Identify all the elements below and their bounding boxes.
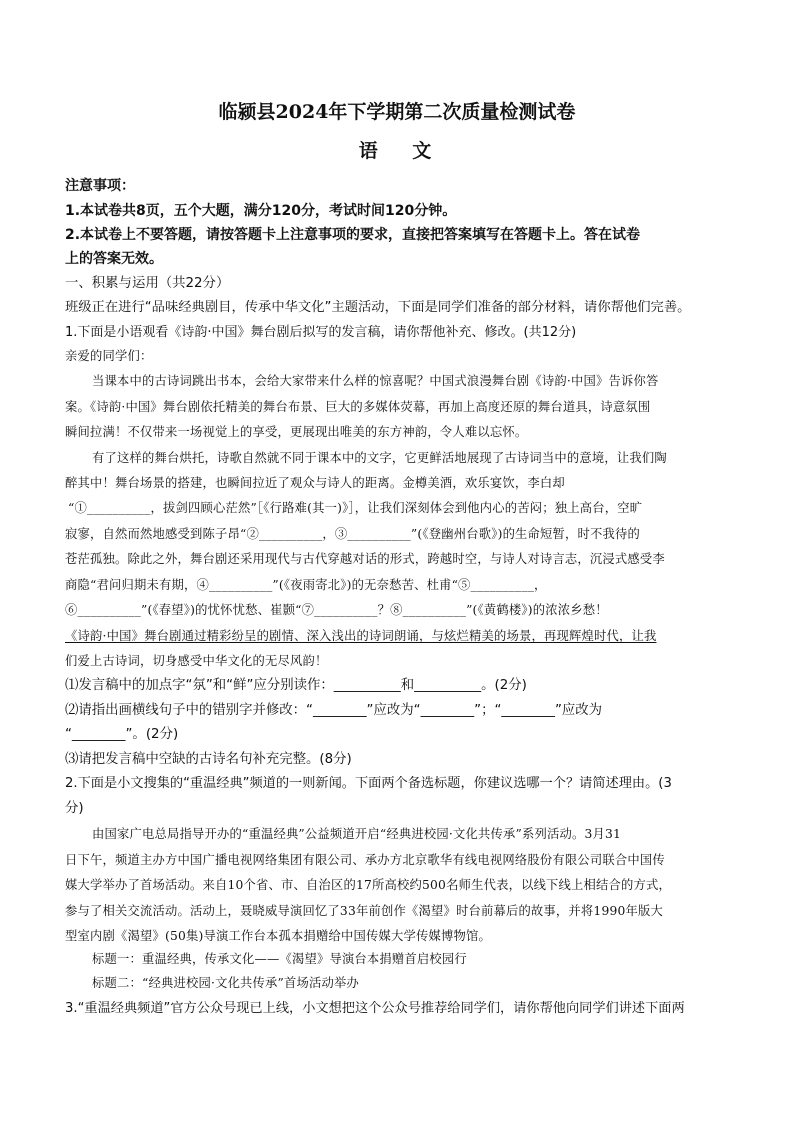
- speech-line: 当课本中的古诗词跳出书本，会给大家带来什么样的惊喜呢？中国式浪漫舞台剧《诗韵·中国》告诉你答: [92, 374, 659, 388]
- subquestion-3: ⑶请把发言稿中空缺的古诗名句补充完整。(8分): [65, 752, 352, 767]
- notice-item-1: 1.本试卷共8页，五个大题，满分120分，考试时间120分钟。: [65, 203, 457, 219]
- question-3-stem: 3.“重温经典频道”官方公众号现已上线，小文想把这个公众号推荐给同学们，请你帮他向同学们讲述下面两: [65, 1001, 685, 1016]
- speech-line-underlined: 《诗韵·中国》舞台剧通过精彩纷呈的剧情、深入浅出的诗词朗诵，与炫烂精美的场景，再现辉煌时代，让我: [65, 629, 657, 643]
- speech-line: 寂寥，自然而然地感受到陈子昂“②__________，③__________”(《登幽州台歌》)的生命短暂，时不我待的: [65, 527, 641, 541]
- subject-title: 语 文: [358, 140, 446, 162]
- speech-line: 有了这样的舞台烘托，诗歌自然就不同于课本中的文字，它更鲜活地展现了古诗词当中的意境，让我们陶: [92, 451, 667, 465]
- speech-line: 瞬间拉满！不仅带来一场视觉上的享受，更展现出唯美的东方神韵，令人难以忘怀。: [65, 425, 528, 439]
- speech-line: ⑥__________”(《春望》)的忧怀忧愁、崔颢“⑦__________？⑧__________”(《黄鹤楼》)的浓浓乡愁！: [65, 603, 608, 617]
- section-1-heading: 一、积累与运用（共22分）: [65, 276, 230, 291]
- speech-line: 案。《诗韵·中国》舞台剧依托精美的舞台布景、巨大的多媒体荧幕，再加上高度还原的舞台道具，诗意氛围: [65, 400, 651, 414]
- notice-item-2: 2.本试卷上不要答题，请按答题卡上注意事项的要求，直接把答案填写在答题卡上。答在试卷: [65, 227, 641, 243]
- question-2-stem-cont: 分): [65, 801, 84, 816]
- subquestion-2: ⑵请指出画横线句子中的错别字并修改：“________”应改为“________”；“________”应改为: [65, 703, 603, 718]
- subquestion-1: ⑴发言稿中的加点字“氛”和“鲜”应分别读作：__________和__________。(2分): [65, 678, 527, 693]
- news-line: 型室内剧《渴望》(50集)导演工作台本孤本捐赠给中国传媒大学传媒博物馆。: [65, 929, 491, 943]
- title-option-1: 标题一：重温经典，传承文化——《渴望》导演台本捐赠首启校园行: [92, 952, 467, 966]
- question-2-stem: 2.下面是小文搜集的“重温经典”频道的一则新闻。下面两个备选标题，你建议选哪一个？请简述理由。(3: [65, 776, 672, 791]
- speech-greeting: 亲爱的同学们：: [65, 349, 153, 363]
- speech-line: 醉其中！舞台场景的搭建，也瞬间拉近了观众与诗人的距离。金樽美酒，欢乐宴饮，李白却: [65, 476, 565, 490]
- speech-line: 苍茫孤独。除此之外，舞台剧还采用现代与古代穿越对话的形式，跨越时空，与诗人对诗言志，沉浸式感受李: [65, 552, 665, 566]
- exam-title: 临颍县2024年下学期第二次质量检测试卷: [218, 101, 576, 123]
- section-1-intro: 班级正在进行“品味经典剧目，传承中华文化”主题活动，下面是同学们准备的部分材料，请你帮他们完善。: [65, 300, 691, 315]
- question-1-stem: 1.下面是小语观看《诗韵·中国》舞台剧后拟写的发言稿，请你帮他补充、修改。(共12分): [65, 325, 577, 340]
- speech-line: 商隐“君问归期未有期，④__________”(《夜雨寄北》)的无奈愁苦、杜甫“⑤__________，: [65, 578, 547, 592]
- speech-line: “①__________，拔剑四顾心茫然”［《行路难(其一)》］，让我们深刻体会到他内心的苦闷；独上高台，空旷: [68, 501, 643, 515]
- notice-heading: 注意事项：: [65, 178, 135, 194]
- news-line: 媒大学举办了首场活动。来自10个省、市、自治区的17所高校约500名师生代表，以线下线上相结合的方式，: [65, 878, 672, 892]
- news-line: 参与了相关交流活动。活动上，聂晓威导演回忆了33年前创作《渴望》时台前幕后的故事，并将1990年版大: [65, 904, 664, 918]
- news-line: 日下午，频道主办方中国广播电视网络集团有限公司、承办方北京歌华有线电视网络股份有限公司联合中国传: [65, 853, 665, 867]
- news-line: 由国家广电总局指导开办的“重温经典”公益频道开启“经典进校园·文化共传承”系列活动。3月31: [92, 827, 622, 841]
- title-option-2: 标题二：“经典进校园·文化共传承”首场活动举办: [92, 976, 360, 990]
- speech-line: 们爱上古诗词，切身感受中华文化的无尽风韵！: [65, 654, 328, 668]
- subquestion-2-cont: “________”。(2分): [65, 727, 179, 742]
- notice-item-2-cont: 上的答案无效。: [65, 251, 163, 267]
